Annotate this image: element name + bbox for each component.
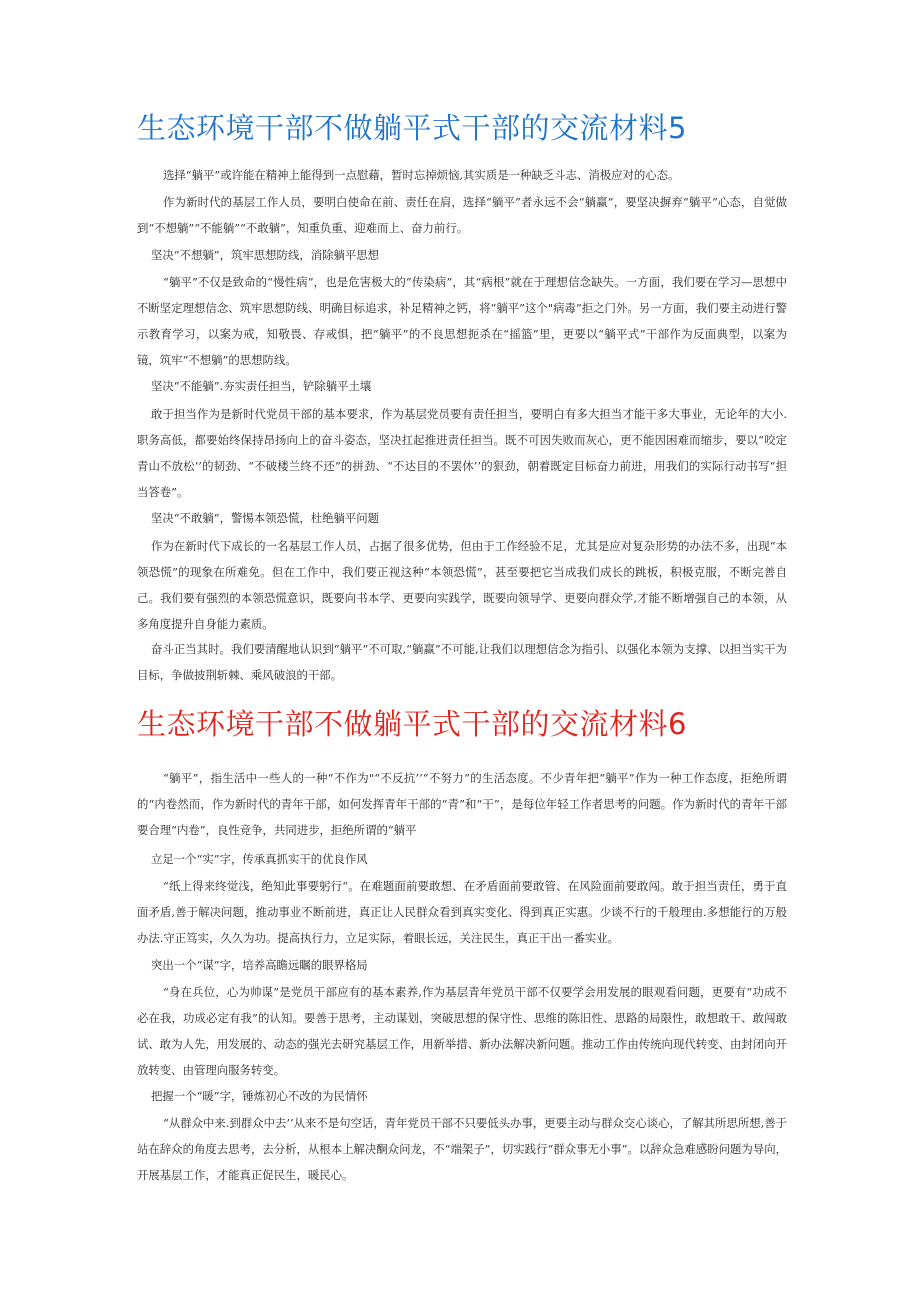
paragraph: “从群众中来.到群众中去’’从来不是句空话，青年党员干部不只要低头办事，更要主动与群众交心谈心，了解其所思所想,善于站在辞众的角度去思考，去分析，从根本上解决酮众问龙，不“端架子”，切实践行“群众事无小事”。以辞众急难感盼问题为导向，开展基层工作，才能真正促民生，暖民心。 bbox=[137, 1116, 788, 1182]
section-heading: 坚决“不能躺”.夯实责任担当，铲除躺平土壤 bbox=[151, 379, 372, 393]
document-title-6: 生态环境干部不做躺平式干部的交流材料6 bbox=[137, 707, 687, 741]
section-heading: 坚决“不想躺”，筑牢思想防线，消除躺平思想 bbox=[151, 248, 380, 262]
paragraph: 选择“躺平”或许能在精神上能得到一点慰藉，暂时忘掉烦恼,其实质是一种缺乏斗志、消极应对的心态。 bbox=[163, 168, 680, 182]
paragraph: “身在兵位，心为帅谋”是党员干部应有的基本素养,作为基层青年党员干部不仅要学会用发展的眼观看问题，更要有“功成不必在我，功成必定有我”的认知。要善于思考，主动谋划，突破思想的保守性、思维的陈旧性、思路的局限性，敢想敢干、敢闯敢试、敢为人先，用发展的、动态的强光去研究基层工作，用新举措、新办法解决新问题。推动工作由传统向现代转变、由封闭向开放转变、由管理向服务转变。 bbox=[137, 985, 787, 1077]
document-title-5: 生态环境干部不做躺平式干部的交流材料5 bbox=[137, 111, 687, 145]
paragraph: 敢于担当作为是新时代党员干部的基本要求，作为基层党员要有责任担当，要明白有多大担当才能干多大事业，无论年的大小.职务高低，都要始终保持昂扬向上的奋斗姿态，坚决扛起推进责任担当。既不可因失败而灰心，更不能因困难而缩步，要以“咬定青山不放松’’的韧劲、“不破楼兰终不还”的拼劲、“不达目的不罢休’’的狠劲，朝着既定目标奋力前进，用我们的实际行动书写“担当答卷”。 bbox=[137, 407, 787, 499]
section-heading: 立足一个“实”字，传承真抓实干的优良作风 bbox=[151, 852, 368, 866]
paragraph: “躺平”，指生活中一些人的一种“不作为"“不反抗’’“不努力”的生活态度。不少青年把“躺平”作为一种工作态度，拒绝所谓的“内卷然而，作为新时代的青年干部，如何发挥青年干部的“青”和“干”，是每位年轻工作者思考的问题。作为新时代的青年干部要合理“内卷”，良性竞争，共同进步，拒绝所谓的“躺平 bbox=[137, 771, 787, 837]
section-heading: 把握一个“暖”字，锤炼初心不改的为民情怀 bbox=[151, 1089, 368, 1103]
paragraph: 作为新时代的基层工作人员，要明白使命在前、责任在肩，选择“躺平”者永远不会“躺赢”，要坚决摒弃“躺平”心态，自觉做到“不想躺”“不能躺”“不敢躺”，知重负重、迎难而上、奋力前行。 bbox=[137, 195, 787, 235]
paragraph: 奋斗正当其时。我们要清醒地认识到“躺平”不可取,“躺赢”不可能,让我们以理想信念为指引、以强化本领为支撑、以担当实干为目标，争做披荆斩棘、乘风破浪的干部。 bbox=[137, 642, 787, 682]
paragraph: 作为在新时代下成长的一名基层工作人员，占据了很多优势，但由于工作经验不足，尤其是应对复杂形势的办法不多，出现“本领恐慌”的现象在所难免。但在工作中，我们要正视这种“本领恐慌”，甚至要把它当成我们成长的跳板，积极克服，不断完善自己。我们要有强烈的本领恐慌意识，既要向书本学、更要向实践学，既要向领导学、更要向群众学,才能不断增强自己的本领，从多角度提升自身能力素质。 bbox=[137, 539, 787, 631]
paragraph: “纸上得来终觉浅，绝知此事要躬行“。在难题面前要敢想、在矛盾面前要敢管、在风险面前要敢闯。敢于担当责任，勇于直面矛盾,善于解决问题，推动事业不断前进，真正让人民群众看到真实变化、得到真正实惠。少谈不行的千般理由.多想能行的万般办法.守正笃实，久久为功。提高执行力，立足实际，着眼长远，关注民生，真正干出一番实业。 bbox=[137, 879, 787, 945]
section-heading: 突出一个“谋”字，培养高瞻远瞩的眼界格局 bbox=[151, 958, 368, 972]
paragraph: “躺平”不仅是致命的“慢性病”，也是危害极大的“传染病”，其“病根”就在于理想信念缺失。一方面，我们要在学习—思想中不断坚定理想信念、筑牢思想防线、明确目标追求，补足精神之钙，将“躺平”这个"病毒”拒之门外。另一方面，我们要主动进行警示教育学习，以案为戒，知敬畏、存戒惧，把“躺平”的不良思想扼杀在“摇篮”里，更要以“躺平式”干部作为反面典型，以案为镜，筑牢“不想躺”的思想防线。 bbox=[137, 275, 787, 367]
section-heading: 坚决“不敢躺”，警惕本领恐慌，杜绝躺平问题 bbox=[151, 511, 380, 525]
